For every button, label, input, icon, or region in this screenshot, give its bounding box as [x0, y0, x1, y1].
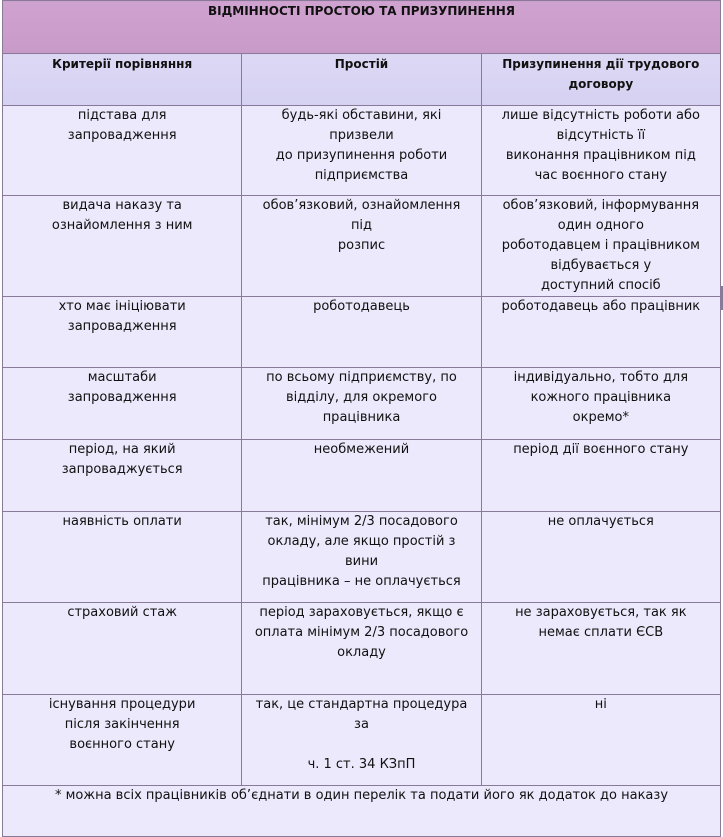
downtime-cell: [242, 297, 481, 368]
cell-text-line: період дії воєнного стану: [513, 442, 689, 457]
table-title: ВІДМІННОСТІ ПРОСТОЮ ТА ПРИЗУПИНЕННЯ: [3, 1, 721, 54]
downtime-cell: [242, 695, 481, 786]
downtime-cell: [242, 440, 481, 512]
title-row: [3, 1, 721, 54]
cell-text-line: окремо*: [572, 410, 629, 425]
suspension-cell: [481, 512, 720, 603]
cell-text-line: виконання працівником під час воєнного стану: [505, 148, 696, 183]
downtime-cell: [242, 603, 481, 695]
cell-text-line: працівника – не оплачується: [262, 574, 461, 589]
cell-text-line: існування процедури: [48, 697, 196, 712]
criterion-cell: [3, 368, 242, 440]
table-row: [3, 603, 721, 695]
header-row: [3, 54, 721, 106]
cell-text-line: розпис: [337, 238, 386, 253]
cell-text-line: після закінчення: [64, 717, 180, 732]
cell-text-line: підстава для: [77, 108, 167, 123]
cell-text-line: оплата мінімум 2/3 посадового: [254, 625, 469, 640]
cell-text-line: відділу, для окремого працівника: [286, 390, 437, 425]
cell-text-line: ознайомлення з ним: [51, 218, 193, 233]
table-row: [3, 368, 721, 440]
cell-text-line: обов’язковий, інформування один одного: [502, 198, 700, 233]
footnote-row: [3, 786, 721, 837]
criterion-cell: [3, 440, 242, 512]
header-criteria: Критерії порівняння: [3, 54, 242, 106]
cell-text-line: необмежений: [313, 442, 410, 457]
cell-text-line: будь-які обставини, які призвели: [281, 108, 442, 143]
cell-text-line: хто має ініціювати: [58, 299, 186, 314]
cell-text-line: період зараховується, якщо є: [259, 605, 464, 620]
suspension-cell: [481, 297, 720, 368]
table-row: [3, 695, 721, 786]
criterion-cell: [3, 603, 242, 695]
suspension-cell: [481, 368, 720, 440]
cell-text-line: запровадження: [67, 128, 177, 143]
suspension-cell: [481, 106, 720, 196]
cell-text-line: обов’язковий, ознайомлення під: [262, 198, 461, 233]
cell-text-line: воєнного стану: [69, 737, 175, 752]
cell-text-line: окладу: [337, 645, 386, 660]
table-row: [3, 196, 721, 297]
table-row: [3, 440, 721, 512]
cell-text-line: наявність оплати: [62, 514, 182, 529]
criterion-cell: [3, 106, 242, 196]
header-suspension: Призупинення дії трудового договору: [481, 54, 720, 106]
cell-text-line: підприємства: [314, 168, 409, 183]
cell-text-line: видача наказу та: [62, 198, 182, 213]
criterion-cell: [3, 695, 242, 786]
cell-text-line: масштаби: [87, 370, 157, 385]
downtime-cell: [242, 512, 481, 603]
cell-text-line: запровадження: [67, 390, 177, 405]
cell-text-line: період, на який: [68, 442, 176, 457]
cell-text-line: так, мінімум 2/3 посадового: [265, 514, 458, 529]
criterion-cell: [3, 512, 242, 603]
cell-text-line: запроваджується: [61, 462, 183, 477]
suspension-cell: [481, 695, 720, 786]
cell-text-line: страховий стаж: [67, 605, 177, 620]
cell-text-line: [254, 735, 468, 755]
cell-text-line: так, це стандартна процедура за: [255, 697, 468, 732]
table-body: [3, 1, 721, 837]
cell-text-line: роботодавець або працівник: [501, 299, 701, 314]
cell-text-line: ч. 1 ст. 34 КЗпП: [307, 757, 416, 772]
table-row: [3, 106, 721, 196]
cell-text-line: запровадження: [67, 319, 177, 334]
cell-text-line: доступний спосіб: [540, 278, 661, 293]
cell-text-line: роботодавцем і працівником відбувається у: [501, 238, 700, 273]
cell-text-line: лише відсутність роботи або відсутність її: [501, 108, 700, 143]
cell-text-line: окладу, але якщо простій з вини: [267, 534, 456, 569]
suspension-cell: [481, 440, 720, 512]
downtime-cell: [242, 196, 481, 297]
cell-text-line: до призупинення роботи: [275, 148, 448, 163]
suspension-cell: [481, 603, 720, 695]
cell-text-line: не зараховується, так як немає сплати ЄСВ: [515, 605, 687, 640]
footnote: * можна всіх працівників об’єднати в один перелік та подати його як додаток до наказу: [3, 786, 721, 837]
cell-text-line: ні: [594, 697, 607, 712]
cell-text-line: індивідуально, тобто для кожного працівника: [513, 370, 689, 405]
suspension-cell: [481, 196, 720, 297]
criterion-cell: [3, 297, 242, 368]
downtime-cell: [242, 106, 481, 196]
criterion-cell: [3, 196, 242, 297]
comparison-table: [2, 0, 721, 837]
cell-text-line: по всьому підприємству, по: [266, 370, 457, 385]
table-row: [3, 512, 721, 603]
downtime-cell: [242, 368, 481, 440]
table-row: [3, 297, 721, 368]
header-downtime: Простій: [242, 54, 481, 106]
cell-text-line: не оплачується: [547, 514, 654, 529]
cell-text-line: роботодавець: [313, 299, 410, 314]
